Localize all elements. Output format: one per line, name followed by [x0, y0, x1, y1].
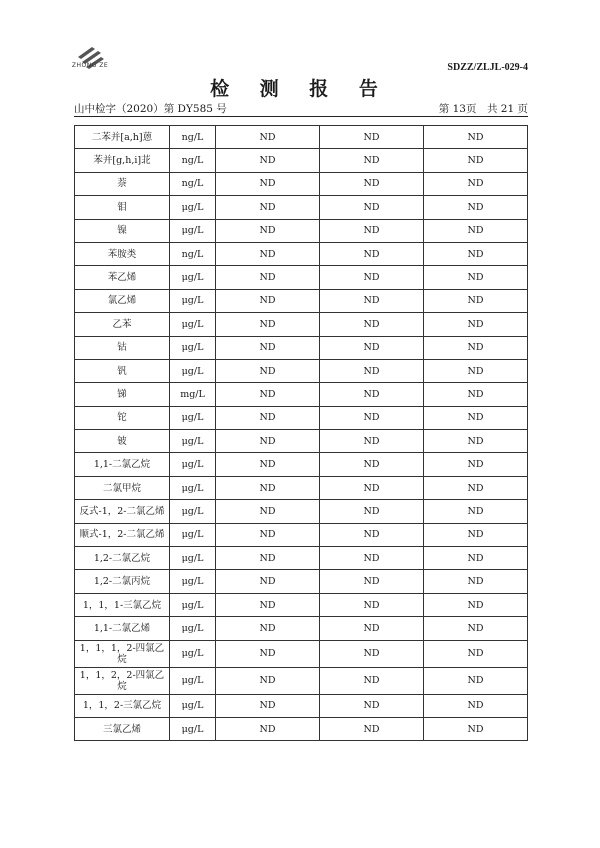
result-cell-3: ND	[424, 242, 528, 265]
result-cell-2: ND	[320, 547, 424, 570]
result-cell-3: ND	[424, 694, 528, 717]
table-row	[75, 289, 528, 312]
result-cell-3: ND	[424, 406, 528, 429]
result-cell-2: ND	[320, 593, 424, 616]
result-cell-1: ND	[216, 717, 320, 740]
result-cell-3: ND	[424, 523, 528, 546]
result-cell-1: ND	[216, 289, 320, 312]
unit-cell: μg/L	[170, 500, 216, 523]
result-cell-2: ND	[320, 242, 424, 265]
result-cell-2: ND	[320, 640, 424, 667]
unit-cell: μg/L	[170, 717, 216, 740]
item-name-cell: 二氯甲烷	[75, 476, 170, 499]
table-row	[75, 717, 528, 740]
logo-text: ZHONG ZE	[71, 62, 109, 69]
page-number: 第 13页 共 21 页	[438, 103, 528, 115]
result-cell-1: ND	[216, 196, 320, 219]
result-cell-1: ND	[216, 694, 320, 717]
item-name-cell: 苯乙烯	[75, 266, 170, 289]
item-name-cell: 反式-1，2-二氯乙烯	[75, 500, 170, 523]
item-name-cell: 镍	[75, 219, 170, 242]
item-name-cell: 1，1，2，2-四氯乙烷	[75, 667, 170, 694]
header-divider	[74, 116, 528, 117]
item-name-cell: 1,2-二氯丙烷	[75, 570, 170, 593]
result-cell-3: ND	[424, 196, 528, 219]
result-cell-1: ND	[216, 219, 320, 242]
item-name-cell: 1,1-二氯乙烷	[75, 453, 170, 476]
table-row	[75, 476, 528, 499]
item-name-cell: 钼	[75, 196, 170, 219]
item-name-cell: 二苯并[a,h]蒽	[75, 126, 170, 149]
result-cell-1: ND	[216, 242, 320, 265]
table-row	[75, 500, 528, 523]
result-cell-3: ND	[424, 570, 528, 593]
result-cell-2: ND	[320, 694, 424, 717]
unit-cell: μg/L	[170, 547, 216, 570]
result-cell-1: ND	[216, 453, 320, 476]
table-row	[75, 640, 528, 667]
item-name-cell: 顺式-1，2-二氯乙烯	[75, 523, 170, 546]
result-cell-2: ND	[320, 196, 424, 219]
result-cell-3: ND	[424, 476, 528, 499]
result-cell-2: ND	[320, 476, 424, 499]
result-cell-2: ND	[320, 430, 424, 453]
table-row	[75, 359, 528, 382]
item-name-cell: 三氯乙烯	[75, 717, 170, 740]
result-cell-3: ND	[424, 266, 528, 289]
result-cell-2: ND	[320, 453, 424, 476]
result-cell-1: ND	[216, 313, 320, 336]
result-cell-2: ND	[320, 406, 424, 429]
unit-cell: μg/L	[170, 453, 216, 476]
result-cell-3: ND	[424, 640, 528, 667]
unit-cell: μg/L	[170, 219, 216, 242]
result-cell-3: ND	[424, 336, 528, 359]
table-row	[75, 266, 528, 289]
result-cell-3: ND	[424, 219, 528, 242]
result-cell-2: ND	[320, 219, 424, 242]
unit-cell: μg/L	[170, 430, 216, 453]
result-cell-2: ND	[320, 313, 424, 336]
result-cell-2: ND	[320, 359, 424, 382]
table-row	[75, 149, 528, 172]
result-cell-2: ND	[320, 617, 424, 640]
unit-cell: μg/L	[170, 336, 216, 359]
table-row	[75, 172, 528, 195]
unit-cell: μg/L	[170, 570, 216, 593]
item-name-cell: 苯胺类	[75, 242, 170, 265]
unit-cell: μg/L	[170, 289, 216, 312]
result-cell-3: ND	[424, 172, 528, 195]
unit-cell: μg/L	[170, 617, 216, 640]
result-cell-1: ND	[216, 570, 320, 593]
item-name-cell: 1，1，2-三氯乙烷	[75, 694, 170, 717]
item-name-cell: 铊	[75, 406, 170, 429]
table-row	[75, 336, 528, 359]
table-row	[75, 593, 528, 616]
result-cell-1: ND	[216, 547, 320, 570]
result-cell-2: ND	[320, 149, 424, 172]
item-name-cell: 1,1-二氯乙烯	[75, 617, 170, 640]
result-cell-2: ND	[320, 289, 424, 312]
result-cell-1: ND	[216, 336, 320, 359]
unit-cell: μg/L	[170, 359, 216, 382]
result-cell-1: ND	[216, 593, 320, 616]
result-cell-3: ND	[424, 717, 528, 740]
result-cell-3: ND	[424, 126, 528, 149]
result-cell-1: ND	[216, 359, 320, 382]
item-name-cell: 钒	[75, 359, 170, 382]
results-table	[74, 125, 528, 741]
result-cell-2: ND	[320, 717, 424, 740]
unit-cell: μg/L	[170, 593, 216, 616]
item-name-cell: 锑	[75, 383, 170, 406]
result-cell-1: ND	[216, 149, 320, 172]
table-row	[75, 523, 528, 546]
document-code: SDZZ/ZLJL-029-4	[447, 62, 528, 73]
unit-cell: mg/L	[170, 383, 216, 406]
results-table-body	[75, 126, 528, 741]
result-cell-2: ND	[320, 500, 424, 523]
result-cell-1: ND	[216, 617, 320, 640]
unit-cell: μg/L	[170, 196, 216, 219]
table-row	[75, 219, 528, 242]
item-name-cell: 钴	[75, 336, 170, 359]
result-cell-3: ND	[424, 500, 528, 523]
result-cell-1: ND	[216, 172, 320, 195]
result-cell-2: ND	[320, 570, 424, 593]
result-cell-1: ND	[216, 406, 320, 429]
result-cell-1: ND	[216, 523, 320, 546]
item-name-cell: 萘	[75, 172, 170, 195]
result-cell-1: ND	[216, 476, 320, 499]
unit-cell: μg/L	[170, 476, 216, 499]
report-meta-row	[74, 101, 528, 115]
table-row	[75, 242, 528, 265]
result-cell-3: ND	[424, 359, 528, 382]
table-row	[75, 196, 528, 219]
unit-cell: μg/L	[170, 667, 216, 694]
item-name-cell: 乙苯	[75, 313, 170, 336]
result-cell-3: ND	[424, 289, 528, 312]
result-cell-3: ND	[424, 547, 528, 570]
result-cell-3: ND	[424, 149, 528, 172]
result-cell-1: ND	[216, 640, 320, 667]
table-row	[75, 547, 528, 570]
item-name-cell: 1，1，1-三氯乙烷	[75, 593, 170, 616]
table-row	[75, 383, 528, 406]
result-cell-3: ND	[424, 430, 528, 453]
result-cell-3: ND	[424, 313, 528, 336]
unit-cell: μg/L	[170, 266, 216, 289]
table-row	[75, 406, 528, 429]
result-cell-1: ND	[216, 430, 320, 453]
result-cell-2: ND	[320, 383, 424, 406]
page-title: 检 测 报 告	[210, 78, 390, 100]
table-row	[75, 617, 528, 640]
result-cell-2: ND	[320, 523, 424, 546]
table-row	[75, 430, 528, 453]
table-row	[75, 570, 528, 593]
unit-cell: ng/L	[170, 242, 216, 265]
result-cell-1: ND	[216, 266, 320, 289]
table-row	[75, 126, 528, 149]
unit-cell: ng/L	[170, 172, 216, 195]
item-name-cell: 氯乙烯	[75, 289, 170, 312]
unit-cell: μg/L	[170, 694, 216, 717]
result-cell-2: ND	[320, 266, 424, 289]
result-cell-3: ND	[424, 453, 528, 476]
result-cell-2: ND	[320, 172, 424, 195]
item-name-cell: 苯并[g,h,i]苝	[75, 149, 170, 172]
unit-cell: ng/L	[170, 149, 216, 172]
unit-cell: μg/L	[170, 640, 216, 667]
result-cell-1: ND	[216, 500, 320, 523]
item-name-cell: 1,2-二氯乙烷	[75, 547, 170, 570]
result-cell-3: ND	[424, 667, 528, 694]
table-row	[75, 694, 528, 717]
unit-cell: μg/L	[170, 313, 216, 336]
result-cell-2: ND	[320, 667, 424, 694]
result-cell-3: ND	[424, 617, 528, 640]
unit-cell: μg/L	[170, 406, 216, 429]
result-cell-3: ND	[424, 383, 528, 406]
item-name-cell: 铍	[75, 430, 170, 453]
table-row	[75, 667, 528, 694]
item-name-cell: 1，1，1，2-四氯乙烷	[75, 640, 170, 667]
result-cell-2: ND	[320, 126, 424, 149]
table-row	[75, 313, 528, 336]
result-cell-3: ND	[424, 593, 528, 616]
report-number: 山中检字（2020）第 DY585 号	[74, 103, 227, 115]
table-row	[75, 453, 528, 476]
unit-cell: μg/L	[170, 523, 216, 546]
result-cell-1: ND	[216, 383, 320, 406]
unit-cell: ng/L	[170, 126, 216, 149]
result-cell-1: ND	[216, 126, 320, 149]
result-cell-2: ND	[320, 336, 424, 359]
result-cell-1: ND	[216, 667, 320, 694]
